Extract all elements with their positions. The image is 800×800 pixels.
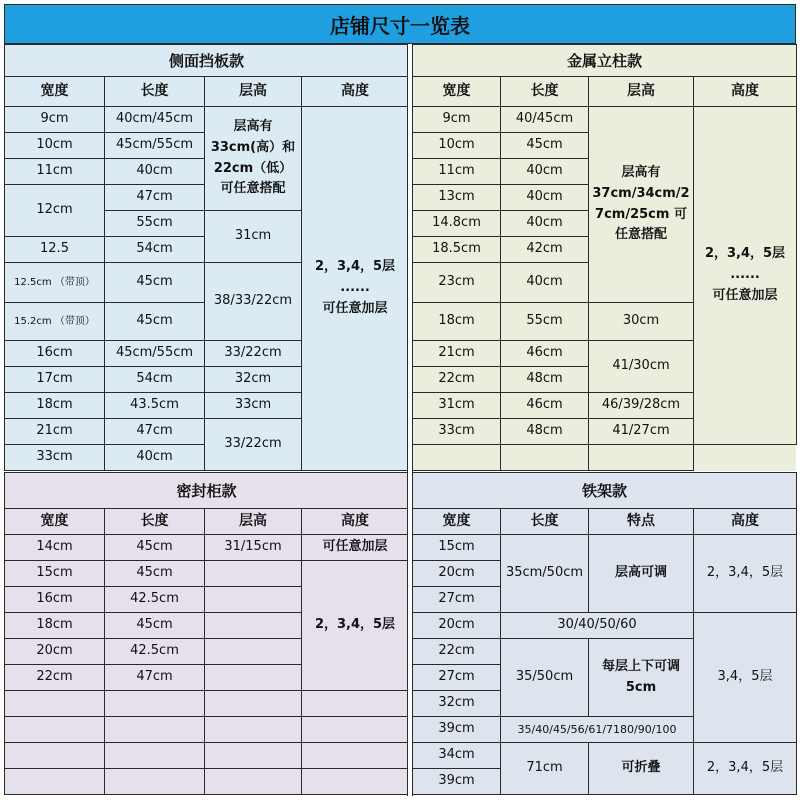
sealed-width-cell: 16cm: [5, 587, 105, 613]
sealed-length-cell: 42.5cm: [105, 639, 205, 665]
side-height-line: 2，3,4，5层: [314, 259, 396, 275]
side-width-cell: 9cm: [5, 107, 105, 133]
vertical-divider: [407, 44, 413, 796]
side-height-cell: [302, 107, 409, 471]
header-width: 宽度: [5, 77, 105, 107]
metal-width-cell: 18cm: [413, 303, 501, 341]
header-layer: 层高: [205, 509, 302, 535]
side-layer-cell: 33cm: [205, 393, 302, 419]
side-length-cell: 55cm: [105, 211, 205, 237]
side-length-cell: 47cm: [105, 419, 205, 445]
side-width-cell: 12.5: [5, 237, 105, 263]
sealed-length-cell: 45cm: [105, 613, 205, 639]
side-layer-line: 可任意搭配: [220, 181, 286, 197]
sealed-empty-cell: [5, 743, 105, 769]
metal-width-cell: 13cm: [413, 185, 501, 211]
side-width-cell: 18cm: [5, 393, 105, 419]
metal-height-cell: [694, 107, 797, 445]
side-length-cell: 45cm/55cm: [105, 341, 205, 367]
sealed-length-cell: 47cm: [105, 665, 205, 691]
metal-width-cell: 21cm: [413, 341, 501, 367]
metal-height-line: 可任意加层: [712, 287, 778, 303]
sealed-empty-cell: [205, 769, 302, 795]
sealed-panel-title: 密封柜款: [5, 473, 409, 509]
sealed-layer-cell: [205, 561, 302, 587]
metal-height-line: 2，3,4，5层: [704, 246, 786, 262]
header-layer: 层高: [205, 77, 302, 107]
metal-length-cell: 40/45cm: [501, 107, 589, 133]
side-layer-cell: 32cm: [205, 367, 302, 393]
iron-width-cell: 39cm: [413, 717, 501, 743]
metal-panel-section: [412, 44, 796, 471]
header-width: 宽度: [413, 509, 501, 535]
metal-empty-cell: [589, 445, 694, 471]
header-width: 宽度: [413, 77, 501, 107]
sealed-empty-cell: [205, 717, 302, 743]
metal-layer-cell: 46/39/28cm: [589, 393, 694, 419]
side-length-cell: 40cm: [105, 159, 205, 185]
metal-width-cell: 18.5cm: [413, 237, 501, 263]
iron-panel-section: [412, 472, 796, 795]
sealed-layer-cell: [205, 587, 302, 613]
sealed-width-cell: 20cm: [5, 639, 105, 665]
iron-panel-title: 铁架款: [413, 473, 797, 509]
iron-width-cell: 15cm: [413, 535, 501, 561]
sealed-height-cell: 2，3,4，5层: [302, 561, 409, 691]
side-width-cell: 12cm: [5, 185, 105, 237]
side-width-cell: 21cm: [5, 419, 105, 445]
side-length-cell: 45cm: [105, 303, 205, 341]
side-length-cell: 47cm: [105, 185, 205, 211]
iron-feature-cell: 层高可调: [589, 535, 694, 613]
sealed-empty-cell: [5, 691, 105, 717]
sealed-empty-cell: [205, 691, 302, 717]
header-feature: 特点: [589, 509, 694, 535]
iron-feature-cell: [589, 639, 694, 717]
iron-height-cell: 2，3,4，5层: [694, 535, 797, 613]
metal-length-cell: 46cm: [501, 341, 589, 367]
side-panel-section: [4, 44, 408, 471]
side-width-cell: 10cm: [5, 133, 105, 159]
metal-length-cell: 48cm: [501, 419, 589, 445]
side-length-cell: 54cm: [105, 367, 205, 393]
side-layer-cell: 33/22cm: [205, 341, 302, 367]
iron-span-cell: 35/40/45/56/61/7180/90/100: [501, 717, 694, 743]
sealed-empty-cell: [302, 691, 409, 717]
side-length-cell: 54cm: [105, 237, 205, 263]
sealed-empty-cell: [105, 717, 205, 743]
sealed-empty-cell: [5, 717, 105, 743]
header-layer: 层高: [589, 77, 694, 107]
metal-layer-line: 37cm/34cm/2: [592, 185, 690, 201]
sealed-empty-cell: [105, 743, 205, 769]
iron-length-cell: 71cm: [501, 743, 589, 795]
iron-feature-line: 每层上下可调: [601, 658, 680, 674]
iron-span-cell: 30/40/50/60: [501, 613, 694, 639]
sealed-height-cell: 可任意加层: [302, 535, 409, 561]
side-height-line: 可任意加层: [322, 300, 388, 316]
side-length-cell: 43.5cm: [105, 393, 205, 419]
metal-empty-cell: [413, 445, 501, 471]
metal-width-cell: 10cm: [413, 133, 501, 159]
iron-height-cell: 2，3,4，5层: [694, 743, 797, 795]
sealed-width-cell: 14cm: [5, 535, 105, 561]
sealed-panel-table: [4, 472, 409, 795]
side-layer-line: 33cm(高）和: [210, 139, 296, 155]
sealed-length-cell: 45cm: [105, 535, 205, 561]
side-layer-line: 层高有: [233, 118, 273, 134]
iron-width-cell: 27cm: [413, 665, 501, 691]
side-width-cell: 11cm: [5, 159, 105, 185]
side-height-line: ......: [340, 280, 370, 296]
header-width: 宽度: [5, 509, 105, 535]
sealed-width-cell: 18cm: [5, 613, 105, 639]
metal-layer-line: 层高有: [621, 164, 661, 180]
metal-length-cell: 55cm: [501, 303, 589, 341]
header-height: 高度: [694, 509, 797, 535]
iron-width-cell: 22cm: [413, 639, 501, 665]
iron-height-cell: 3,4，5层: [694, 613, 797, 743]
iron-width-cell: 32cm: [413, 691, 501, 717]
sealed-length-cell: 42.5cm: [105, 587, 205, 613]
metal-length-cell: 40cm: [501, 211, 589, 237]
metal-length-cell: 46cm: [501, 393, 589, 419]
header-length: 长度: [105, 509, 205, 535]
metal-height-line: ......: [730, 267, 760, 283]
metal-length-cell: 40cm: [501, 185, 589, 211]
metal-panel-table: [412, 44, 797, 471]
iron-length-cell: 35/50cm: [501, 639, 589, 717]
metal-panel-title: 金属立柱款: [413, 45, 797, 77]
side-layer-cell: 38/33/22cm: [205, 263, 302, 341]
metal-length-cell: 42cm: [501, 237, 589, 263]
iron-width-cell: 20cm: [413, 613, 501, 639]
metal-layer-cell: 41/30cm: [589, 341, 694, 393]
side-width-cell: 17cm: [5, 367, 105, 393]
iron-feature-cell: 可折叠: [589, 743, 694, 795]
metal-layer-cell: 30cm: [589, 303, 694, 341]
iron-width-cell: 34cm: [413, 743, 501, 769]
metal-width-cell: 22cm: [413, 367, 501, 393]
sealed-length-cell: 45cm: [105, 561, 205, 587]
metal-layer-line: 任意搭配: [614, 227, 667, 243]
side-length-cell: 40cm/45cm: [105, 107, 205, 133]
side-length-cell: 40cm: [105, 445, 205, 471]
header-height: 高度: [302, 509, 409, 535]
metal-length-cell: 45cm: [501, 133, 589, 159]
iron-panel-table: [412, 472, 797, 795]
iron-length-cell: 35cm/50cm: [501, 535, 589, 613]
header-length: 长度: [501, 77, 589, 107]
metal-length-cell: 40cm: [501, 263, 589, 303]
iron-width-cell: 27cm: [413, 587, 501, 613]
iron-width-cell: 20cm: [413, 561, 501, 587]
side-width-cell: 33cm: [5, 445, 105, 471]
side-width-cell: 15.2cm （带顶）: [5, 303, 105, 341]
metal-width-cell: 9cm: [413, 107, 501, 133]
metal-empty-cell: [501, 445, 589, 471]
side-panel-table: [4, 44, 409, 471]
header-height: 高度: [694, 77, 797, 107]
metal-length-cell: 48cm: [501, 367, 589, 393]
metal-width-cell: 31cm: [413, 393, 501, 419]
iron-feature-line: 5cm: [625, 679, 657, 695]
sealed-empty-cell: [302, 717, 409, 743]
sealed-width-cell: 22cm: [5, 665, 105, 691]
side-layer-cell: 31cm: [205, 211, 302, 263]
side-panel-title: 侧面挡板款: [5, 45, 409, 77]
sealed-empty-cell: [105, 769, 205, 795]
sealed-empty-cell: [205, 743, 302, 769]
metal-length-cell: 40cm: [501, 159, 589, 185]
sealed-width-cell: 15cm: [5, 561, 105, 587]
page-title: 店铺尺寸一览表: [4, 4, 796, 44]
metal-width-cell: 14.8cm: [413, 211, 501, 237]
side-length-cell: 45cm/55cm: [105, 133, 205, 159]
sealed-layer-cell: [205, 639, 302, 665]
header-length: 长度: [501, 509, 589, 535]
sealed-empty-cell: [302, 769, 409, 795]
metal-layer-cell: [589, 107, 694, 303]
metal-width-cell: 11cm: [413, 159, 501, 185]
sealed-layer-cell: [205, 613, 302, 639]
metal-layer-line: 7cm/25cm 可: [595, 206, 687, 222]
sealed-layer-cell: [205, 665, 302, 691]
side-layer-cell: [205, 107, 302, 211]
header-length: 长度: [105, 77, 205, 107]
metal-width-cell: 33cm: [413, 419, 501, 445]
side-width-cell: 12.5cm （带顶）: [5, 263, 105, 303]
metal-layer-cell: 41/27cm: [589, 419, 694, 445]
sealed-panel-section: [4, 472, 408, 795]
metal-width-cell: 23cm: [413, 263, 501, 303]
header-height: 高度: [302, 77, 409, 107]
sealed-empty-cell: [5, 769, 105, 795]
side-layer-cell: 33/22cm: [205, 419, 302, 471]
sealed-layer-cell: 31/15cm: [205, 535, 302, 561]
sealed-empty-cell: [105, 691, 205, 717]
side-width-cell: 16cm: [5, 341, 105, 367]
side-length-cell: 45cm: [105, 263, 205, 303]
side-layer-line: 22cm（低）: [213, 160, 293, 176]
sealed-empty-cell: [302, 743, 409, 769]
iron-width-cell: 39cm: [413, 769, 501, 795]
